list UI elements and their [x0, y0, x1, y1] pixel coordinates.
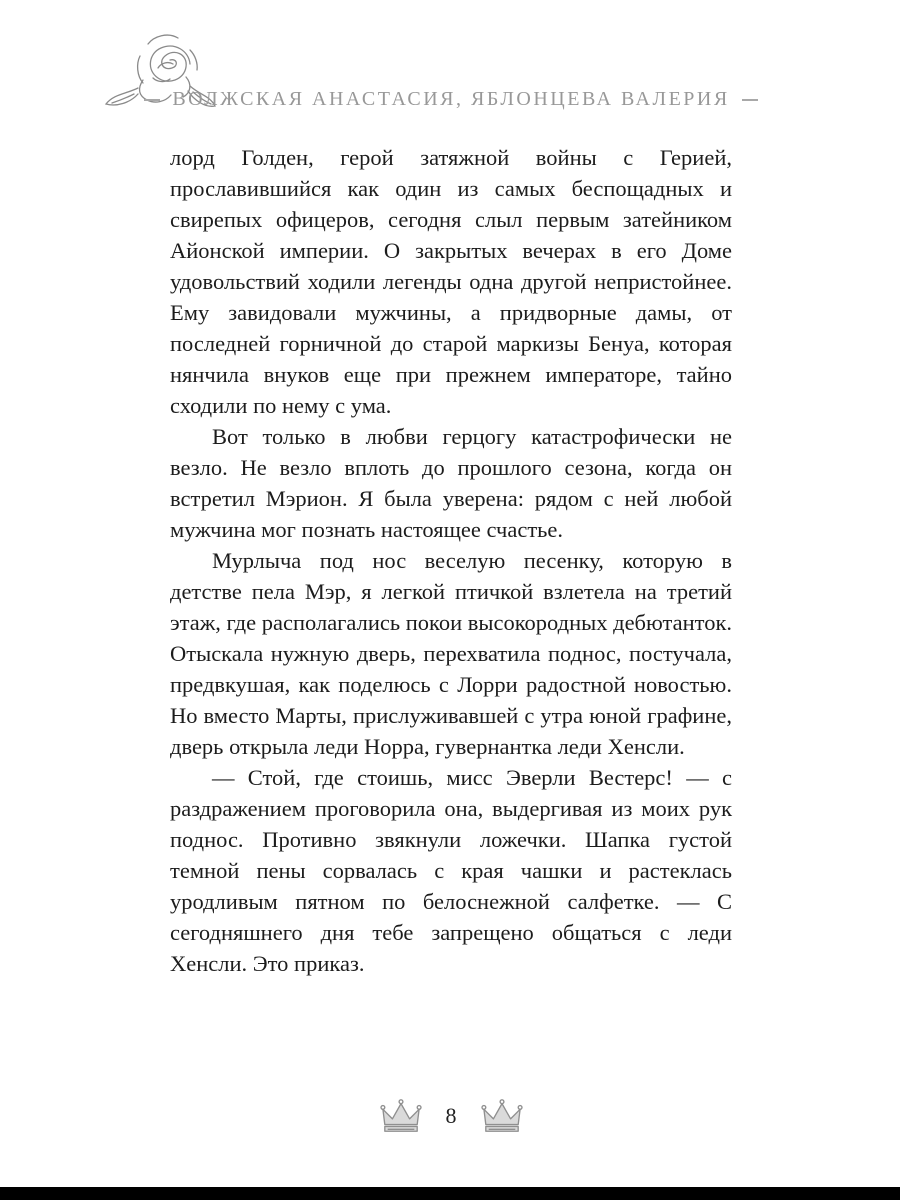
page-number: 8 — [445, 1103, 457, 1128]
header-ornament-left — [144, 99, 160, 101]
paragraph: лорд Голден, герой затяжной войны с Герией, прославившийся как один из самых беспощадных и свирепых офицеров, сегодня слыл первым затейником Айонской империи. О закрытых вечерах в его Доме удовольствий ходили легенды одна другой непристойнее. Ему завидовали мужчины, а придворные дамы, от последней горничной до старой маркизы Бенуа, которая нянчила внуков еще при прежнем императоре, тайно сходили по нему с ума. — [170, 145, 732, 418]
crown-icon — [479, 1096, 525, 1136]
paragraph: Вот только в любви герцогу катастрофически не везло. Не везло вплоть до прошлого сезона, когда он встретил Мэрион. Я была уверена: рядом с ней любой мужчина мог познать настоящее счастье. — [170, 424, 732, 542]
crown-icon — [378, 1096, 424, 1136]
page-footer — [170, 1096, 732, 1136]
paragraph: Мурлыча под нос веселую песенку, которую в детстве пела Мэр, я легкой птичкой взлетела на третий этаж, где располагались покои высокородных дебютанток. Отыскала нужную дверь, перехватила поднос, постучала, предвкушая, как поделюсь с Лорри радостной новостью. Но вместо Марты, прислуживавшей с утра юной графине, дверь открыла леди Норра, гувернантка леди Хенсли. — [170, 548, 732, 759]
body-text — [170, 142, 732, 979]
authors-header: ВОЛЖСКАЯ АНАСТАСИЯ, ЯБЛОНЦЕВА ВАЛЕРИЯ — [172, 88, 730, 110]
paragraph: — Стой, где стоишь, мисс Эверли Вестерс! — с раздражением проговорила она, выдергивая из моих рук поднос. Противно звякнули ложечки. Шапка густой темной пены сорвалась с края чашки и растеклась уродливым пятном по белоснежной салфетке. — С сегодняшнего дня тебе запрещено общаться с леди Хенсли. Это приказ. — [170, 765, 732, 976]
bottom-bar — [0, 1187, 900, 1200]
header-ornament-right — [742, 99, 758, 101]
running-head — [170, 88, 732, 111]
